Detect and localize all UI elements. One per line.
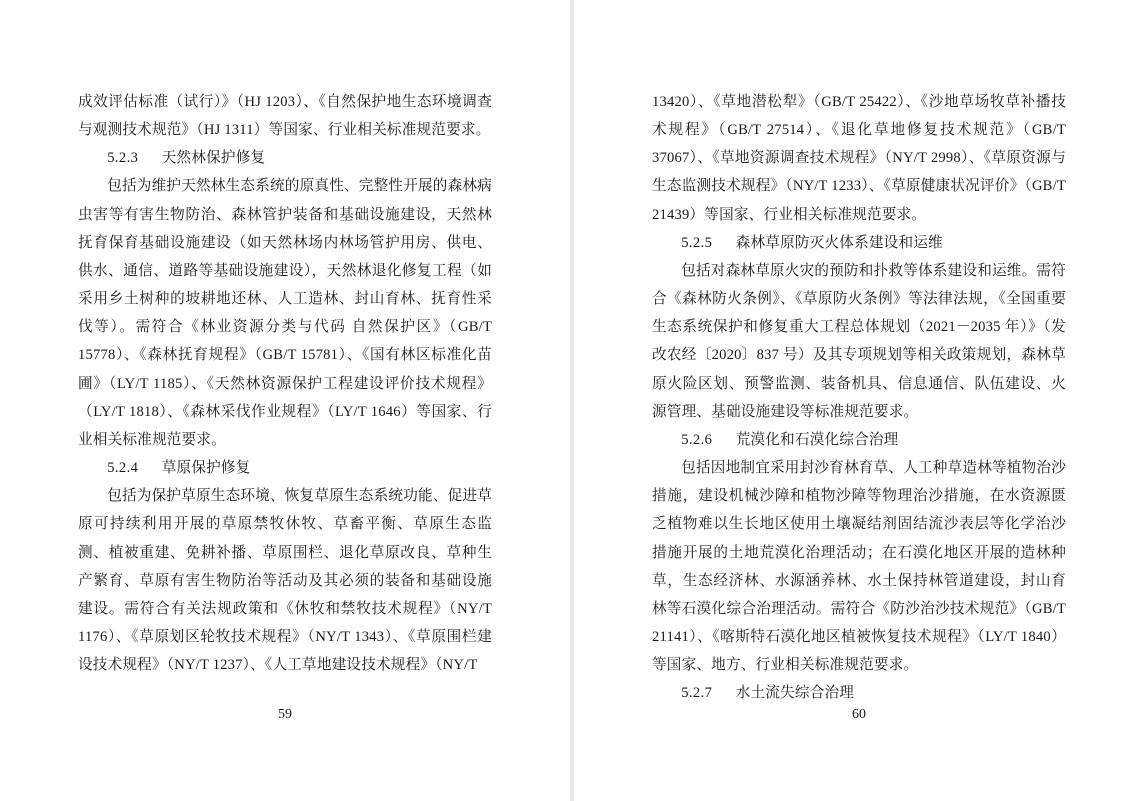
section-title: 荒漠化和石漠化综合治理 [735,431,899,448]
section-number: 5.2.3 [107,150,139,167]
paragraph: 成效评估标准（试行）》（HJ 1203）、《自然保护地生态环境调查与观测技术规范》（HJ 1311）等国家、行业相关标准规范要求。 [78,94,492,139]
paragraph: 包括为维护天然林生态系统的原真性、完整性开展的森林病虫害等有害生物防治、森林管护装备和基础设施建设，天然林抚育保育基础设施建设（如天然林场内林场管护用房、供电、供水、通信、道路等基础设施建设），天然林退化修复工程（如采用乡土树种的坡耕地还林、人工造林、封山育林、抚育性采伐等）。需符合《林业资源分类与代码 自然保护区》（GB/T 15778）、《森林抚育规程》（GB/T 15781）、《国有林区标准化苗圃》（LY/T 1185）、《天然林资源保护工程建设评价技术规程》（LY/T 1818）、《森林采伐作业规程》（LY/T 1646）等国家、行业相关标准规范要求。 [78,178,492,448]
page-number: 60 [852,707,866,722]
section-title: 天然林保护修复 [161,150,266,167]
section-title: 森林草原防灭火体系建设和运维 [735,234,943,251]
section-heading [78,144,492,172]
section-title: 水土流失综合治理 [735,685,855,702]
paragraph: 包括对森林草原火灾的预防和扑救等体系建设和运维。需符合《森林防火条例》、《草原防火条例》等法律法规，《全国重要生态系统保护和修复重大工程总体规划（2021－2035 年）》（发改农经〔2020〕837 号）及其专项规划等相关政策规划，森林草原火险区划、预警监测、装备机具、信息通信、队伍建设、火源管理、基础设施建设等标准规范要求。 [652,262,1066,420]
section-heading [652,426,1066,454]
page-left [0,0,570,801]
section-title: 草原保护修复 [161,460,251,477]
section-number: 5.2.5 [681,234,713,251]
page-right [574,0,1144,801]
section-number: 5.2.6 [681,431,713,448]
section-heading [78,454,492,482]
section-number: 5.2.4 [107,460,139,477]
page-number: 59 [278,707,292,722]
page-right-body [652,88,1066,707]
paragraph: 13420）、《草地潜松犁》（GB/T 25422）、《沙地草场牧草补播技术规程》（GB/T 27514）、《退化草地修复技术规范》（GB/T 37067）、《草地资源调查技术规程》（NY/T 2998）、《草原资源与生态监测技术规程》（NY/T 1233）、《草原健康状况评价》（GB/T 21439）等国家、行业相关标准规范要求。 [652,94,1066,223]
section-heading [652,229,1066,257]
paragraph: 包括为保护草原生态环境、恢复草原生态系统功能、促进草原可持续利用开展的草原禁牧休牧、草畜平衡、草原生态监测、植被重建、免耕补播、草原围栏、退化草原改良、草种生产繁育、草原有害生物防治等活动及其必须的装备和基础设施建设。需符合有关法规政策和《休牧和禁牧技术规程》（NY/T 1176）、《草原划区轮牧技术规程》（NY/T 1343）、《草原围栏建设技术规程》（NY/T 1237）、《人工草地建设技术规程》（NY/T [78,488,492,674]
section-number: 5.2.7 [681,685,713,702]
page-left-body [78,88,492,679]
section-heading [652,679,1066,707]
paragraph: 包括因地制宜采用封沙育林育草、人工种草造林等植物治沙措施，建设机械沙障和植物沙障等物理治沙措施，在水资源匮乏植物难以生长地区使用土壤凝结剂固结流沙表层等化学治沙措施开展的土地荒漠化治理活动；在石漠化地区开展的造林种草，生态经济林、水源涵养林、水土保持林管道建设，封山育林等石漠化综合治理活动。需符合《防沙治沙技术规范》（GB/T 21141）、《喀斯特石漠化地区植被恢复技术规程》（LY/T 1840）等国家、地方、行业相关标准规范要求。 [652,460,1066,674]
